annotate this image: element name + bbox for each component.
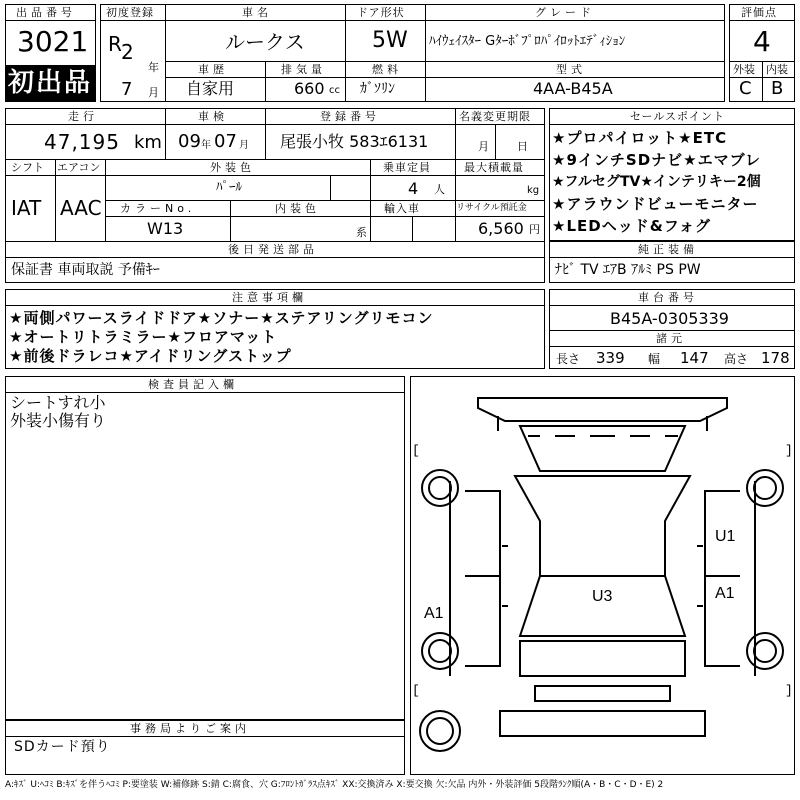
- door-panels: [465, 491, 740, 666]
- model-value: 4AA-B45A: [533, 79, 613, 98]
- interior-color-label: 内装色: [275, 202, 320, 215]
- car-diagram: [410, 376, 795, 775]
- office-label: 事務局よりご案内: [130, 722, 250, 735]
- aircon-label: エアコン: [57, 161, 101, 174]
- exterior-score-label: 外装: [733, 63, 755, 76]
- wheel-front-left-inner: [429, 477, 451, 499]
- lot-label: 出品番号: [16, 6, 76, 19]
- sales-point-line: ★9インチSDナビ★エマブレ: [552, 151, 761, 169]
- transfer-month-unit: 月: [478, 140, 489, 153]
- rear-bumper-shape: [535, 686, 670, 701]
- inspection-year: 09: [178, 131, 201, 152]
- transfer-day-unit: 日: [517, 140, 528, 153]
- first-reg-year-unit: 年: [148, 61, 159, 74]
- interior-score-label: 内装: [766, 63, 788, 76]
- notes-label: 注意事項欄: [232, 291, 307, 304]
- interior-score: B: [771, 78, 784, 99]
- fuel-label: 燃料: [372, 63, 402, 76]
- bracket-left-rear: [: [412, 683, 420, 698]
- front-bumper-shape: [478, 398, 727, 421]
- displacement-value: 660: [294, 79, 325, 98]
- sales-point-line: ★フルセグTV★インテリキー2個: [552, 174, 761, 190]
- damage-mark-u3: U3: [592, 588, 613, 605]
- damage-mark-u1: U1: [715, 528, 736, 545]
- width-label: 幅: [648, 352, 661, 366]
- grade-label: グレード: [535, 6, 595, 19]
- first-reg-year: 2: [121, 40, 134, 64]
- shift-label: シフト: [11, 161, 44, 174]
- registration-value: 尾張小牧 583ｴ6131: [280, 132, 429, 151]
- inspection-year-unit: 年: [201, 140, 211, 151]
- capacity-value: 4: [408, 179, 419, 198]
- sales-point-line: ★プロパイロット★ETC: [552, 129, 728, 147]
- wheel-rear-right: [747, 633, 783, 669]
- wheel-rear-left-inner: [429, 640, 451, 662]
- inspector-line: シートすれ小: [10, 393, 106, 412]
- exterior-color-label: 外装色: [210, 161, 255, 174]
- standard-equipment-label: 純正装備: [638, 243, 698, 256]
- sales-point-line: ★アラウンドビューモニター: [552, 195, 759, 213]
- score-label: 評価点: [741, 6, 777, 19]
- displacement-unit: cc: [329, 85, 340, 96]
- history-value: 自家用: [186, 79, 235, 98]
- later-parts-label: 後日発送部品: [228, 243, 318, 256]
- bracket-right-front: ]: [785, 443, 793, 458]
- color-no-label: カラーNo.: [120, 202, 196, 215]
- height-value: 178: [761, 349, 790, 367]
- length-label: 長さ: [556, 352, 581, 366]
- max-load-label: 最大積載量: [464, 161, 524, 174]
- office-value: SDカード預り: [14, 739, 111, 755]
- first-reg-month: 7: [121, 79, 133, 100]
- wheel-front-right: [747, 470, 783, 506]
- grade-value: ﾊｲｳｪｲｽﾀｰ Gﾀｰﾎﾞﾌﾟﾛﾊﾟｲﾛｯﾄｴﾃﾞｨｼｮﾝ: [429, 34, 626, 49]
- recycle-unit: 円: [529, 223, 540, 236]
- sales-points-label: セールスポイント: [630, 110, 726, 123]
- recycle-label: リサイクル預託金: [456, 203, 527, 213]
- bracket-left-front: [: [412, 443, 420, 458]
- exterior-color-value: ﾊﾟｰﾙ: [216, 180, 242, 195]
- inspector-line: 外装小傷有り: [10, 411, 107, 430]
- exterior-score: C: [739, 78, 752, 99]
- rear-panel-shape: [500, 711, 705, 736]
- shift-value: IAT: [11, 196, 42, 220]
- import-label: 輸入車: [384, 202, 420, 215]
- first-reg-era: R: [108, 32, 122, 56]
- capacity-label: 乗車定員: [383, 161, 431, 174]
- notes-line: ★前後ドラレコ★アイドリングストップ: [9, 347, 292, 365]
- transfer-deadline-label: 名義変更期限: [459, 110, 531, 123]
- car-name-value: ルークス: [225, 30, 305, 54]
- hood-shape: [520, 426, 685, 471]
- first-reg-month-unit: 月: [148, 86, 159, 99]
- fuel-value: ｶﾞｿﾘﾝ: [360, 81, 395, 97]
- mileage-label: 走行: [68, 110, 98, 123]
- front-bumper-corners: [498, 416, 707, 431]
- capacity-unit: 人: [434, 183, 445, 196]
- damage-mark-a1-right: A1: [715, 585, 735, 602]
- door-value: 5W: [372, 28, 408, 53]
- inspection-month: 07: [214, 131, 237, 152]
- aircon-value: AAC: [60, 196, 102, 220]
- width-value: 147: [680, 349, 709, 367]
- displacement-label: 排気量: [281, 63, 326, 76]
- inspection-month-unit: 月: [239, 140, 249, 151]
- mileage-unit: km: [134, 132, 162, 153]
- color-no-value: W13: [147, 219, 184, 238]
- max-load-unit: kg: [527, 185, 540, 196]
- history-label: 車歴: [198, 63, 228, 76]
- roof-shape: [515, 476, 690, 636]
- registration-label: 登録番号: [320, 110, 380, 123]
- recycle-value: 6,560: [478, 219, 524, 238]
- door-label: ドア形状: [357, 6, 405, 19]
- chassis-value: B45A-0305339: [610, 309, 729, 328]
- dimensions-label: 諸元: [656, 332, 686, 345]
- mileage-value: 47,195: [44, 130, 120, 154]
- later-parts-value: 保証書 車両取説 予備ｷｰ: [11, 262, 160, 278]
- inspection-label: 車検: [198, 110, 228, 123]
- lot-number: 3021: [17, 25, 89, 58]
- wheel-rear-left: [422, 633, 458, 669]
- notes-line: ★両側パワースライドドア★ソナー★ステアリングリモコン: [9, 309, 434, 327]
- interior-color-unit: 系: [356, 226, 367, 239]
- model-label: 型式: [556, 63, 586, 76]
- wheel-front-left: [422, 470, 458, 506]
- height-label: 高さ: [724, 352, 749, 366]
- wheel-front-right-inner: [754, 477, 776, 499]
- sales-point-line: ★LEDヘッド&フォグ: [552, 217, 712, 235]
- inspector-label: 検査員記入欄: [148, 378, 238, 391]
- chassis-label: 車台番号: [638, 291, 698, 304]
- score-value: 4: [753, 25, 771, 58]
- wheel-rear-right-inner: [754, 640, 776, 662]
- damage-mark-a1-left: A1: [424, 605, 444, 622]
- first-reg-label: 初度登録: [106, 6, 154, 19]
- car-name-label: 車名: [242, 6, 272, 19]
- rear-glass-shape: [520, 641, 685, 676]
- notes-line: ★オートリトラミラー★フロアマット: [9, 328, 278, 346]
- bracket-right-rear: ]: [785, 683, 793, 698]
- side-body-lines: [450, 481, 755, 676]
- spare-wheel-inner: [427, 718, 453, 744]
- legend-text: A:ｷｽﾞ U:ﾍｺﾐ B:ｷｽﾞを伴うﾍｺﾐ P:要塗装 W:補修跡 S:錆 C:腐食、穴 G:ﾌﾛﾝﾄｶﾞﾗｽ点ｷｽﾞ XX:交換済み X:要交換 欠:欠品 内外・外装評価 5段階ﾗﾝｸ順(A・B・C・D・E) 2: [5, 780, 664, 790]
- standard-equipment-value: ﾅﾋﾞ TV ｴｱB ｱﾙﾐ PS PW: [555, 262, 701, 278]
- first-listing-text: 初出品: [8, 68, 93, 98]
- length-value: 339: [596, 349, 625, 367]
